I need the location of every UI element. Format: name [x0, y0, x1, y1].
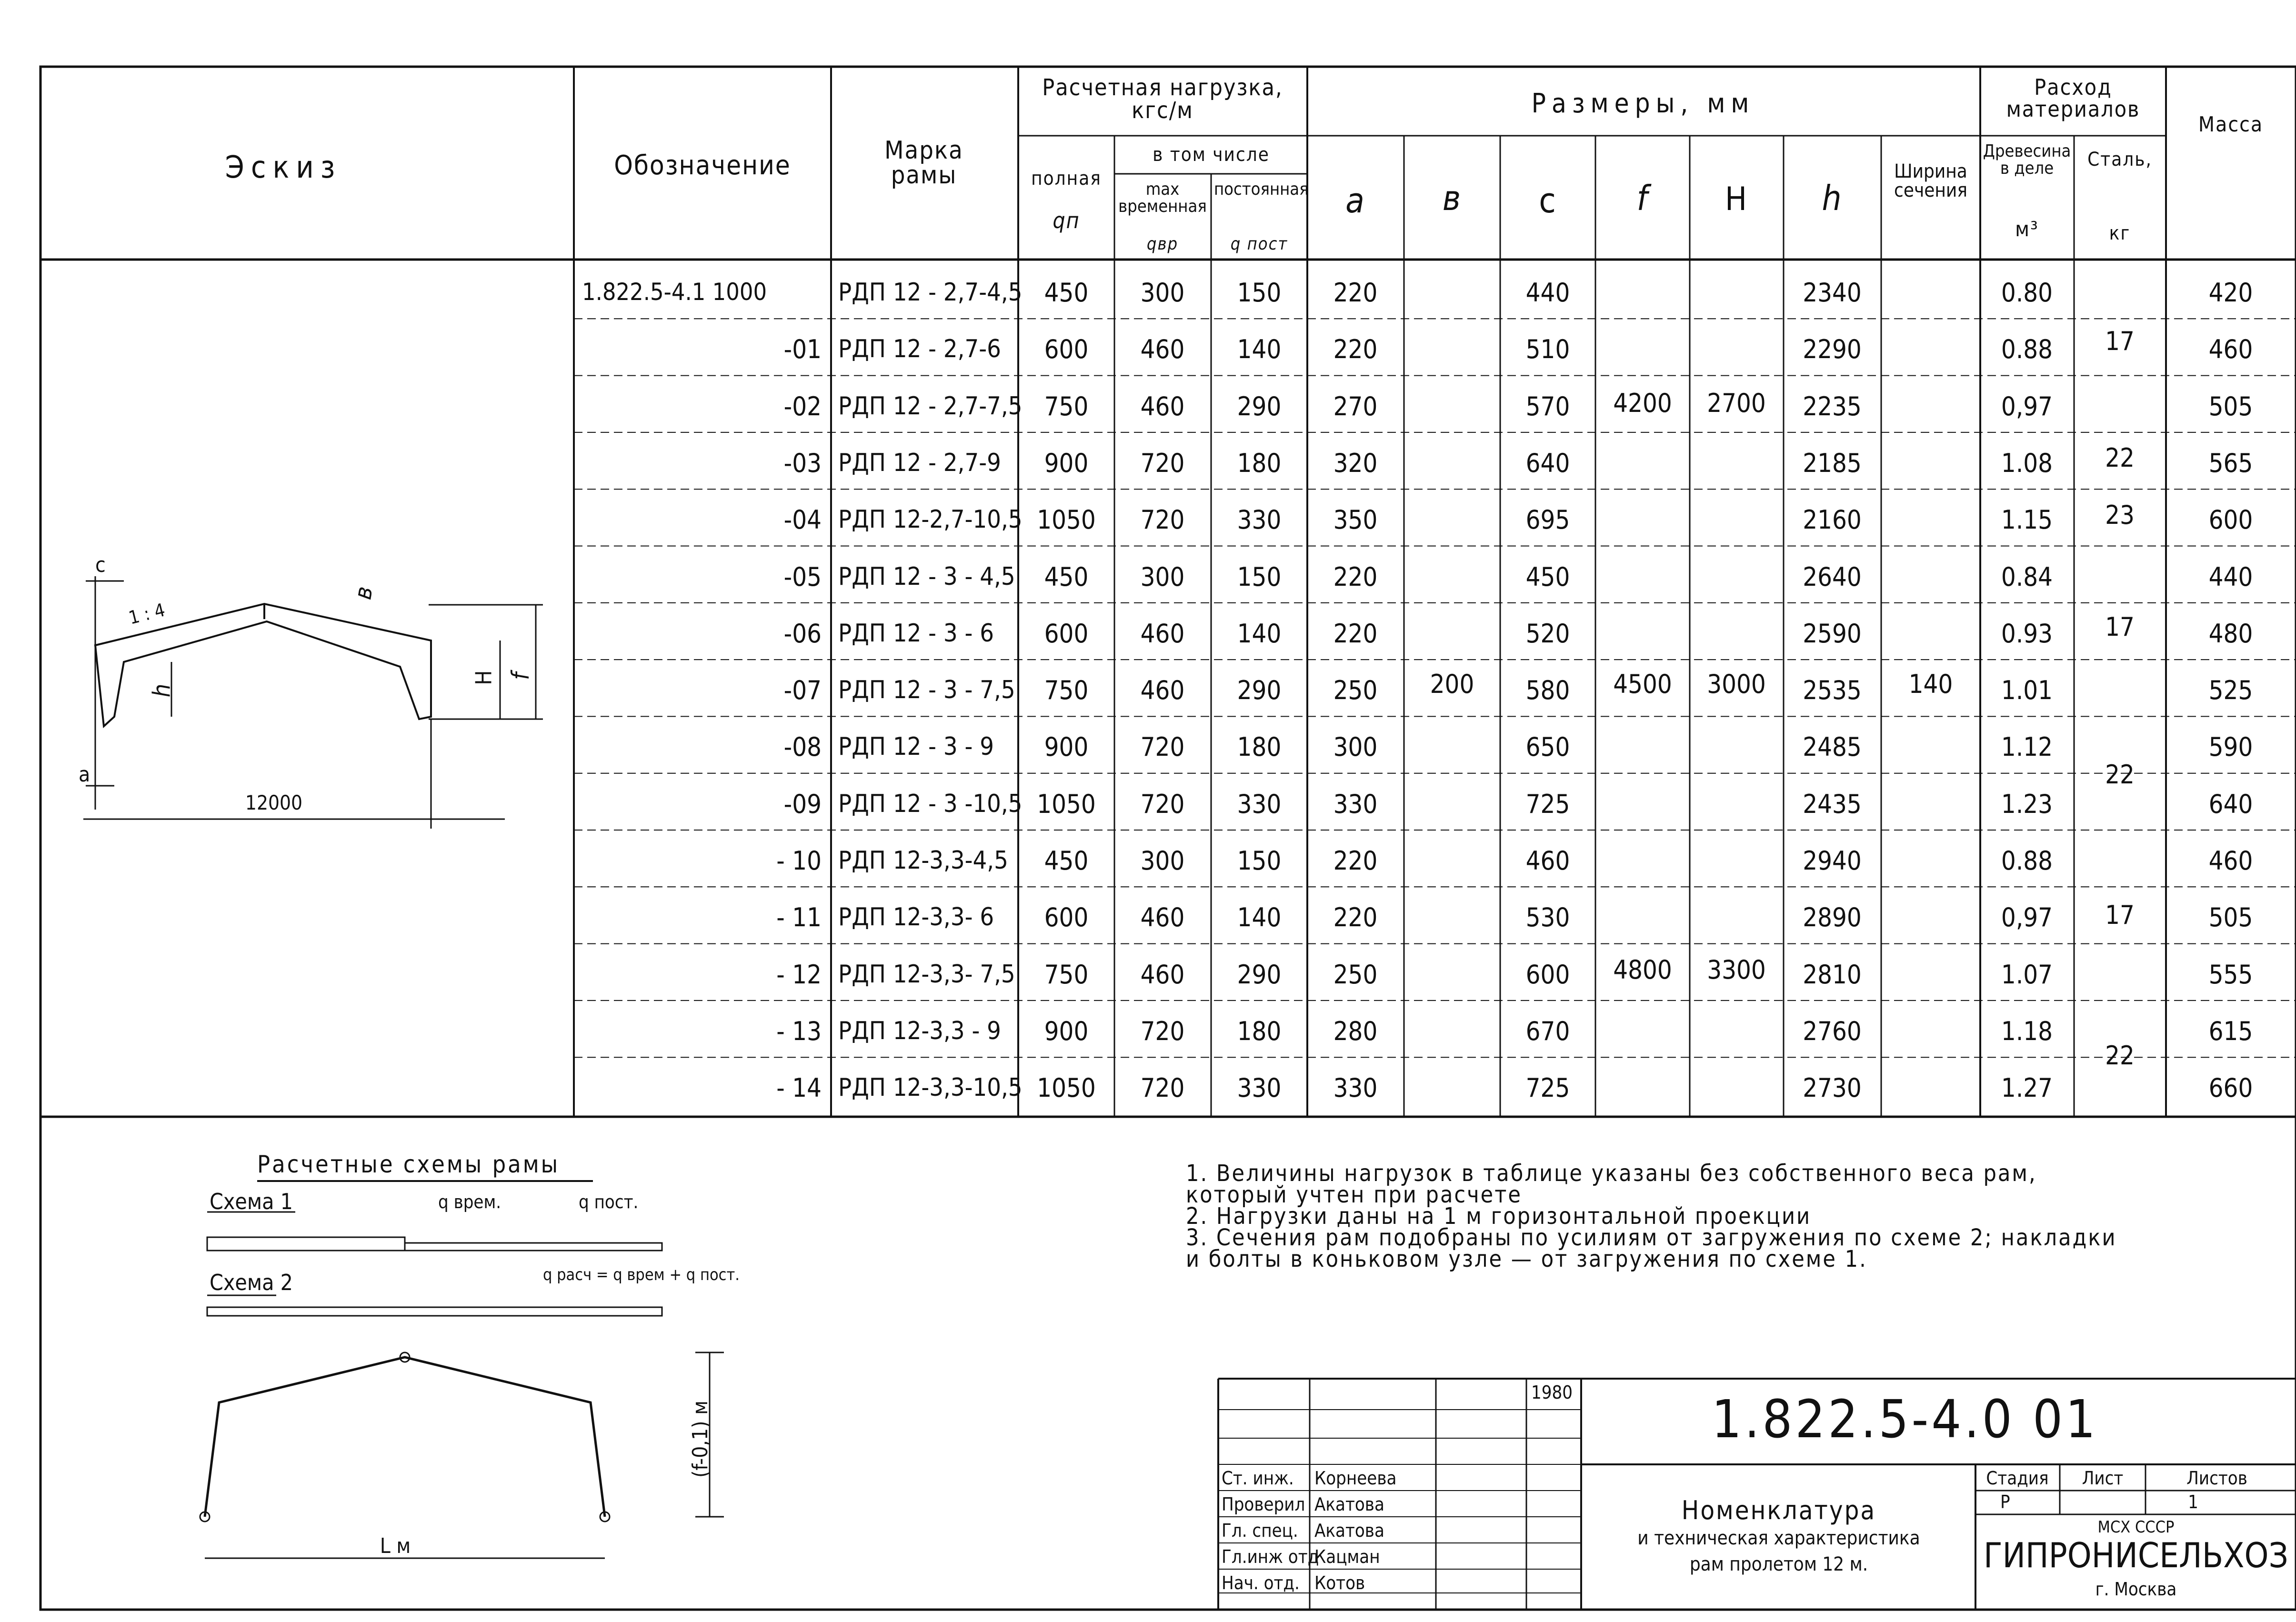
merged-b: 200 [1430, 669, 1474, 699]
role-5: Нач. отд. [1222, 1572, 1300, 1593]
cell-mass: 590 [2208, 732, 2253, 762]
cell-code: -06 [783, 618, 822, 649]
cell-h: 2940 [1803, 846, 1862, 876]
cell-qpost: 330 [1237, 505, 1282, 535]
merged-H-3: 3300 [1707, 955, 1766, 985]
cell-qvr: 460 [1140, 675, 1185, 706]
cell-mass: 600 [2208, 505, 2253, 535]
cell-h: 2290 [1803, 334, 1862, 365]
cell-qvr: 720 [1140, 505, 1185, 535]
cell-qpost: 140 [1237, 618, 1282, 649]
cell-wood: 1.18 [2001, 1016, 2053, 1046]
cell-wood: 1.15 [2001, 505, 2053, 535]
organization: ГИПРОНИСЕЛЬХОЗ [1983, 1535, 2289, 1575]
merged-f-2: 4500 [1613, 669, 1672, 699]
cell-qvr: 300 [1140, 846, 1185, 876]
cell-code: - 13 [776, 1016, 822, 1046]
cell-h: 2435 [1803, 789, 1862, 819]
sketch-c: c [95, 553, 106, 577]
title-year: 1980 [1531, 1382, 1573, 1403]
cell-mass: 660 [2208, 1073, 2253, 1103]
cell-mass: 440 [2208, 561, 2253, 592]
cell-a: 220 [1333, 618, 1378, 649]
cell-qvr: 460 [1140, 959, 1185, 990]
cell-qpost: 330 [1237, 1073, 1282, 1103]
cell-q: 600 [1044, 618, 1089, 649]
cell-wood: 0.88 [2001, 334, 2053, 365]
header-designation: Обозначение [614, 150, 791, 181]
steel-3: 23 [2105, 500, 2135, 530]
cell-qvr: 300 [1140, 278, 1185, 308]
name-5: Котов [1314, 1572, 1365, 1593]
cell-mass: 460 [2208, 334, 2253, 365]
cell-mass: 615 [2208, 1016, 2253, 1046]
cell-mark: РДП 12 - 2,7-4,5 [838, 278, 1023, 307]
sketch-H: H [471, 670, 497, 685]
cell-mark: РДП 12 - 3 -10,5 [838, 789, 1023, 818]
cell-mass: 640 [2208, 789, 2253, 819]
note-2: 2. Нагрузки даны на 1 м горизонтальной проекции [1186, 1203, 1812, 1230]
cell-wood: 0,97 [2001, 902, 2053, 933]
cell-code: - 11 [776, 902, 822, 933]
cell-qpost: 140 [1237, 902, 1282, 933]
note-1b: который учтен при расчете [1186, 1181, 1522, 1208]
cell-a: 270 [1333, 391, 1378, 421]
merged-H-1: 2700 [1707, 388, 1766, 418]
cell-h: 2590 [1803, 618, 1862, 649]
cell-h: 2340 [1803, 278, 1862, 308]
cell-wood: 1.27 [2001, 1073, 2053, 1103]
header-steel-unit: кг [2109, 222, 2131, 244]
cell-wood: 1.23 [2001, 789, 2053, 819]
cell-code: 1.822.5-4.1 1000 [582, 278, 767, 306]
cell-a: 250 [1333, 959, 1378, 990]
note-3b: и болты в коньковом узле — от загружения по схеме 1. [1186, 1246, 1867, 1272]
steel-1: 17 [2105, 326, 2135, 356]
cell-code: -01 [783, 334, 822, 365]
steel-7: 22 [2105, 1041, 2135, 1071]
cell-qvr: 460 [1140, 334, 1185, 365]
cell-q: 750 [1044, 675, 1089, 706]
header-load-temp: max временная [1118, 180, 1207, 216]
cell-q: 600 [1044, 902, 1089, 933]
cell-q: 450 [1044, 278, 1089, 308]
cell-mark: РДП 12 - 2,7-7,5 [838, 391, 1023, 421]
cell-qvr: 720 [1140, 1073, 1185, 1103]
name-1: Корнеева [1314, 1468, 1397, 1489]
cell-mark: РДП 12 - 2,7-9 [838, 448, 1001, 477]
cell-qvr: 300 [1140, 561, 1185, 592]
cell-h: 2760 [1803, 1016, 1862, 1046]
cell-c: 520 [1525, 618, 1570, 649]
header-dim-f: f [1636, 178, 1649, 218]
header-dim-a: a [1345, 180, 1365, 220]
cell-mark: РДП 12 - 3 - 4,5 [838, 562, 1015, 591]
cell-a: 220 [1333, 902, 1378, 933]
scheme-height: (f-0,1) м [688, 1400, 713, 1478]
header-load-temp-symbol: qвр [1146, 234, 1179, 254]
stage-value: Р [2000, 1492, 2010, 1512]
cell-c: 600 [1525, 959, 1570, 990]
merged-H-2: 3000 [1707, 669, 1766, 699]
header-width: Ширина сечения [1894, 160, 1967, 201]
cell-wood: 1.08 [2001, 448, 2053, 478]
header-load-perm: постоянная [1214, 180, 1309, 199]
header-sizes: Размеры, мм [1531, 88, 1755, 119]
cell-mass: 555 [2208, 959, 2253, 990]
scheme-2-label: Схема 2 [210, 1270, 293, 1295]
header-load-perm-symbol: q пост [1230, 234, 1288, 254]
role-3: Гл. спец. [1222, 1520, 1298, 1541]
sketch-span: 12000 [245, 791, 303, 814]
schemes-title: Расчетные схемы рамы [257, 1151, 560, 1178]
load-schemes [200, 1181, 724, 1558]
cell-mass: 505 [2208, 391, 2253, 421]
cell-h: 2185 [1803, 448, 1862, 478]
name-3: Акатова [1314, 1520, 1384, 1541]
cell-qpost: 180 [1237, 448, 1282, 478]
cell-h: 2890 [1803, 902, 1862, 933]
cell-qvr: 720 [1140, 732, 1185, 762]
cell-code: - 10 [776, 846, 822, 876]
cell-h: 2535 [1803, 675, 1862, 706]
cell-mark: РДП 12-3,3- 7,5 [838, 960, 1015, 989]
cell-c: 440 [1525, 278, 1570, 308]
cell-mark: РДП 12-3,3-10,5 [838, 1073, 1023, 1102]
cell-a: 220 [1333, 846, 1378, 876]
header-load-full-symbol: qп [1053, 208, 1080, 233]
cell-qpost: 330 [1237, 789, 1282, 819]
cell-wood: 0.84 [2001, 561, 2053, 592]
cell-code: -08 [783, 732, 822, 762]
cell-code: -03 [783, 448, 822, 478]
header-dim-h: h [1822, 178, 1843, 218]
scheme-span: L м [380, 1534, 411, 1558]
cell-q: 450 [1044, 846, 1089, 876]
cell-wood: 1.12 [2001, 732, 2053, 762]
cell-q: 1050 [1037, 789, 1096, 819]
cell-c: 450 [1525, 561, 1570, 592]
note-3: 3. Сечения рам подобраны по усилиям от загружения по схеме 2; накладки [1186, 1224, 2117, 1251]
header-wood: Древесина в деле [1983, 141, 2071, 178]
cell-qpost: 290 [1237, 391, 1282, 421]
steel-4: 17 [2105, 612, 2135, 642]
merged-f-1: 4200 [1613, 388, 1672, 418]
note-1: 1. Величины нагрузок в таблице указаны без собственного веса рам, [1186, 1160, 2037, 1187]
cell-qvr: 720 [1140, 789, 1185, 819]
cell-qpost: 150 [1237, 278, 1282, 308]
sketch-f: f [506, 672, 534, 680]
scheme-q-perm: q пост. [579, 1191, 639, 1212]
header-steel: Сталь, [2087, 149, 2152, 170]
cell-h: 2160 [1803, 505, 1862, 535]
cell-mark: РДП 12-3,3- 6 [838, 903, 994, 932]
scheme-q-temp: q врем. [438, 1191, 501, 1212]
cell-wood: 0.88 [2001, 846, 2053, 876]
name-2: Акатова [1314, 1494, 1384, 1515]
cell-qvr: 460 [1140, 391, 1185, 421]
cell-mass: 525 [2208, 675, 2253, 706]
cell-wood: 1.01 [2001, 675, 2053, 706]
cell-code: -02 [783, 391, 822, 421]
cell-qvr: 460 [1140, 902, 1185, 933]
doc-title-2: и техническая характеристика [1637, 1527, 1920, 1549]
cell-code: - 14 [776, 1073, 822, 1103]
cell-mark: РДП 12-3,3 - 9 [838, 1016, 1001, 1045]
cell-q: 900 [1044, 732, 1089, 762]
cell-q: 750 [1044, 391, 1089, 421]
cell-c: 650 [1525, 732, 1570, 762]
cell-mark: РДП 12 - 3 - 7,5 [838, 676, 1015, 705]
sheets-header: Листов [2186, 1468, 2247, 1489]
cell-q: 900 [1044, 448, 1089, 478]
cell-q: 600 [1044, 334, 1089, 365]
merged-width: 140 [1908, 669, 1953, 699]
header-materials: Расход материалов [2006, 74, 2140, 122]
cell-a: 330 [1333, 1073, 1378, 1103]
cell-c: 530 [1525, 902, 1570, 933]
cell-a: 330 [1333, 789, 1378, 819]
cell-mark: РДП 12 - 3 - 6 [838, 619, 994, 648]
cell-qpost: 290 [1237, 959, 1282, 990]
role-4: Гл.инж отд [1222, 1546, 1319, 1567]
cell-h: 2810 [1803, 959, 1862, 990]
cell-code: - 12 [776, 959, 822, 990]
cell-wood: 0.80 [2001, 278, 2053, 308]
cell-qvr: 720 [1140, 448, 1185, 478]
city: г. Москва [2095, 1579, 2177, 1600]
ministry: МСХ СССР [2097, 1518, 2175, 1537]
cell-mark: РДП 12 - 2,7-6 [838, 335, 1001, 364]
cell-mass: 565 [2208, 448, 2253, 478]
doc-code: 1.822.5-4.0 01 [1712, 1389, 2098, 1450]
header-frame-mark: Марка рамы [884, 136, 963, 190]
header-load: Расчетная нагрузка, кгс/м [1042, 74, 1283, 124]
cell-qpost: 290 [1237, 675, 1282, 706]
sketch-a: a [79, 762, 90, 787]
role-2: Проверил [1222, 1494, 1305, 1515]
cell-qvr: 460 [1140, 618, 1185, 649]
cell-mark: РДП 12 - 3 - 9 [838, 732, 994, 761]
cell-a: 320 [1333, 448, 1378, 478]
cell-a: 220 [1333, 334, 1378, 365]
sheets-value: 1 [2188, 1492, 2198, 1512]
cell-a: 220 [1333, 278, 1378, 308]
cell-code: -04 [783, 505, 822, 535]
cell-c: 580 [1525, 675, 1570, 706]
cell-a: 280 [1333, 1016, 1378, 1046]
cell-qvr: 720 [1140, 1016, 1185, 1046]
header-dim-H: H [1725, 180, 1748, 218]
cell-q: 900 [1044, 1016, 1089, 1046]
cell-mass: 420 [2208, 278, 2253, 308]
cell-q: 450 [1044, 561, 1089, 592]
header-load-full: полная [1031, 168, 1102, 190]
name-4: Кацман [1314, 1546, 1380, 1567]
cell-a: 220 [1333, 561, 1378, 592]
cell-c: 725 [1525, 789, 1570, 819]
cell-qpost: 180 [1237, 732, 1282, 762]
sketch-slope: 1 : 4 [126, 599, 167, 629]
cell-a: 350 [1333, 505, 1378, 535]
cell-qpost: 140 [1237, 334, 1282, 365]
header-sketch: Эскиз [225, 150, 342, 185]
header-load-including: в том числе [1153, 144, 1270, 166]
cell-a: 250 [1333, 675, 1378, 706]
cell-mass: 480 [2208, 618, 2253, 649]
header-mass: Масса [2198, 112, 2264, 137]
cell-c: 510 [1525, 334, 1570, 365]
cell-code: -07 [783, 675, 822, 706]
cell-mass: 460 [2208, 846, 2253, 876]
cell-c: 670 [1525, 1016, 1570, 1046]
cell-mark: РДП 12-3,3-4,5 [838, 846, 1008, 875]
sketch-b: в [349, 584, 379, 602]
cell-qpost: 150 [1237, 846, 1282, 876]
steel-2: 22 [2105, 443, 2135, 473]
cell-q: 750 [1044, 959, 1089, 990]
cell-q: 1050 [1037, 505, 1096, 535]
stage-header: Стадия [1986, 1468, 2049, 1489]
steel-5: 22 [2105, 760, 2135, 790]
header-dim-c: c [1539, 180, 1557, 220]
header-wood-unit: м³ [2015, 217, 2039, 241]
cell-h: 2235 [1803, 391, 1862, 421]
scheme-q-calc: q расч = q врем + q пост. [543, 1265, 740, 1284]
sketch-h: h [148, 683, 176, 698]
scheme-1-label: Схема 1 [210, 1189, 293, 1214]
cell-qpost: 150 [1237, 561, 1282, 592]
cell-code: -05 [783, 561, 822, 592]
cell-c: 460 [1525, 846, 1570, 876]
cell-h: 2730 [1803, 1073, 1862, 1103]
cell-c: 640 [1525, 448, 1570, 478]
cell-h: 2485 [1803, 732, 1862, 762]
cell-mass: 505 [2208, 902, 2253, 933]
doc-title-3: рам пролетом 12 м. [1689, 1553, 1868, 1575]
role-1: Ст. инж. [1222, 1468, 1294, 1489]
cell-mark: РДП 12-2,7-10,5 [838, 505, 1023, 534]
merged-f-3: 4800 [1613, 955, 1672, 985]
cell-c: 695 [1525, 505, 1570, 535]
cell-c: 725 [1525, 1073, 1570, 1103]
cell-wood: 0.93 [2001, 618, 2053, 649]
header-dim-b: в [1442, 178, 1462, 218]
cell-c: 570 [1525, 391, 1570, 421]
sheet-header: Лист [2082, 1468, 2124, 1489]
cell-wood: 0,97 [2001, 391, 2053, 421]
cell-q: 1050 [1037, 1073, 1096, 1103]
doc-title-1: Номенклатура [1681, 1495, 1876, 1525]
cell-a: 300 [1333, 732, 1378, 762]
cell-code: -09 [783, 789, 822, 819]
cell-qpost: 180 [1237, 1016, 1282, 1046]
cell-wood: 1.07 [2001, 959, 2053, 990]
steel-6: 17 [2105, 900, 2135, 930]
cell-h: 2640 [1803, 561, 1862, 592]
